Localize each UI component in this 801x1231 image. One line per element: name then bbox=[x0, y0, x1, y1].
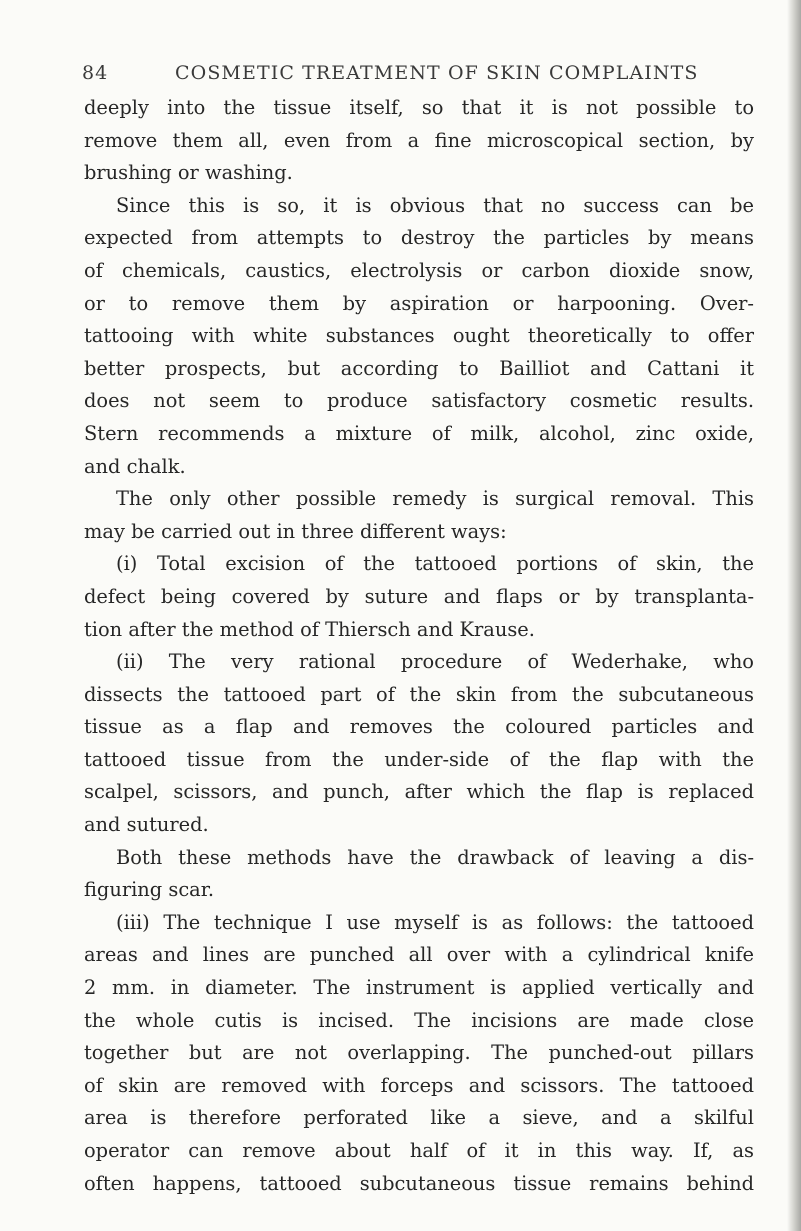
text-line-2: remove them all, even from a fine microscopical section, by bbox=[84, 128, 754, 152]
running-head bbox=[82, 62, 754, 96]
text-line-1: deeply into the tissue itself, so that it is not possible to bbox=[84, 96, 754, 119]
text-line-25: figuring scar. bbox=[84, 878, 215, 902]
text-line-9: better prospects, but according to Bailliot and Cattani it bbox=[84, 356, 754, 380]
text-line-15: (i) Total excision of the tattooed portions of skin, the bbox=[116, 552, 754, 576]
text-line-17: tion after the method of Thiersch and Krause. bbox=[84, 617, 535, 641]
text-line-32: area is therefore perforated like a sieve, and a skilful bbox=[84, 1106, 754, 1130]
text-line-4: Since this is so, it is obvious that no success can be bbox=[116, 193, 754, 217]
text-line-26: (iii) The technique I use myself is as follows: the tattooed bbox=[116, 910, 754, 934]
text-line-3: brushing or washing. bbox=[84, 161, 293, 185]
text-line-30: together but are not overlapping. The punched-out pillars bbox=[84, 1041, 754, 1065]
text-line-11: Stern recommends a mixture of milk, alcohol, zinc oxide, bbox=[84, 421, 754, 445]
text-line-18: (ii) The very rational procedure of Wederhake, who bbox=[116, 650, 754, 674]
running-head-title: COSMETIC TREATMENT OF SKIN COMPLAINTS bbox=[175, 62, 699, 84]
text-line-7: or to remove them by aspiration or harpooning. Over- bbox=[84, 291, 754, 315]
text-line-10: does not seem to produce satisfactory cosmetic results. bbox=[84, 389, 754, 413]
text-line-24: Both these methods have the drawback of leaving a dis- bbox=[116, 845, 754, 869]
page-number: 84 bbox=[82, 62, 109, 84]
text-line-14: may be carried out in three different ways: bbox=[84, 519, 507, 543]
text-line-5: expected from attempts to destroy the particles by means bbox=[84, 226, 754, 250]
text-line-31: of skin are removed with forceps and scissors. The tattooed bbox=[84, 1073, 754, 1097]
text-line-21: tattooed tissue from the under-side of the flap with the bbox=[84, 747, 754, 771]
text-line-29: the whole cutis is incised. The incisions are made close bbox=[84, 1008, 754, 1032]
text-line-12: and chalk. bbox=[84, 454, 186, 478]
text-line-13: The only other possible remedy is surgical removal. This bbox=[116, 487, 754, 511]
text-line-34: often happens, tattooed subcutaneous tissue remains behind bbox=[84, 1171, 754, 1195]
page-edge-shadow bbox=[787, 0, 801, 1231]
text-line-19: dissects the tattooed part of the skin from the subcutaneous bbox=[84, 682, 754, 706]
text-line-22: scalpel, scissors, and punch, after which the flap is replaced bbox=[84, 780, 754, 804]
body-text bbox=[84, 92, 754, 1200]
text-line-16: defect being covered by suture and flaps or by transplanta- bbox=[84, 584, 754, 608]
text-line-28: 2 mm. in diameter. The instrument is applied vertically and bbox=[84, 976, 754, 1000]
text-line-33: operator can remove about half of it in this way. If, as bbox=[84, 1139, 754, 1162]
text-line-23: and sutured. bbox=[84, 813, 209, 837]
text-line-20: tissue as a flap and removes the coloured particles and bbox=[84, 715, 754, 739]
text-line-6: of chemicals, caustics, electrolysis or carbon dioxide snow, bbox=[84, 258, 754, 282]
text-line-8: tattooing with white substances ought theoretically to offer bbox=[84, 324, 754, 348]
text-line-27: areas and lines are punched all over with a cylindrical knife bbox=[84, 943, 754, 967]
